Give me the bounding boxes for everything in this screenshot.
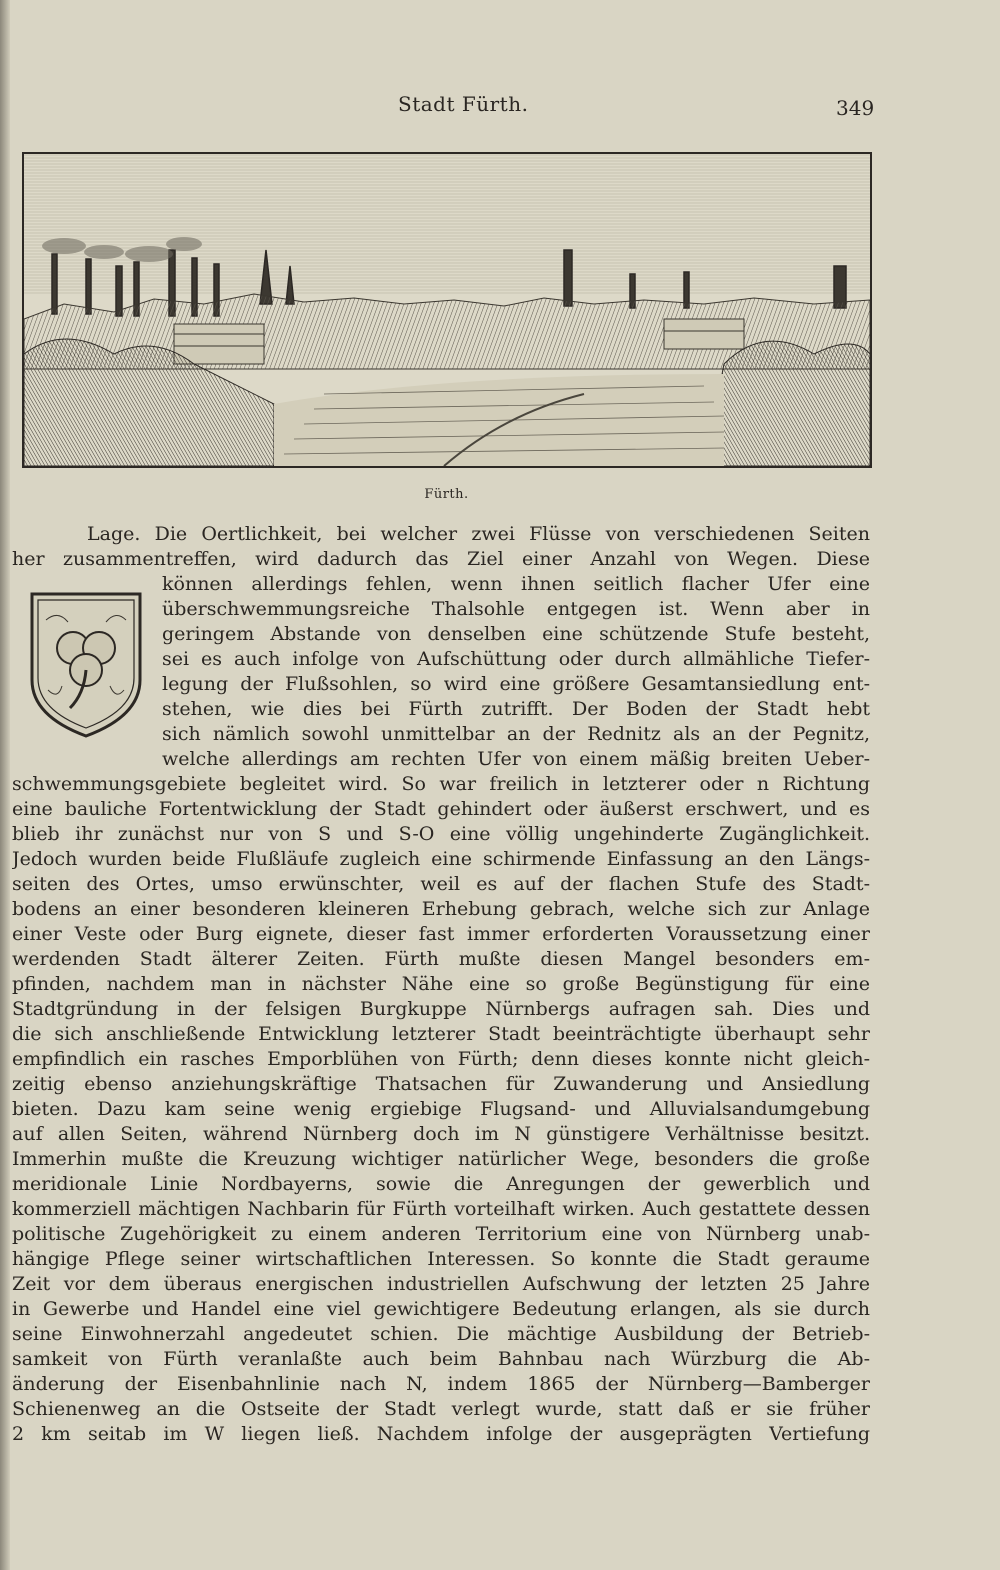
text-line: seine Einwohnerzahl angedeutet schien. Die mächtige Ausbildung der Betrieb- (12, 1323, 870, 1345)
text-line: zeitig ebenso anziehungskräftige Thatsachen für Zuwanderung und Ansiedlung (12, 1073, 870, 1095)
text-line: her zusammentreffen, wird dadurch das Ziel einer Anzahl von Wegen. Diese (12, 548, 870, 570)
text-line: eine bauliche Fortentwicklung der Stadt gehindert oder äußerst erschwert, und es (12, 798, 870, 820)
city-engraving-illustration (22, 152, 872, 468)
text-line: auf allen Seiten, während Nürnberg doch im N günstigere Verhältnisse besitzt. (12, 1123, 870, 1145)
figure-caption: Fürth. (424, 487, 469, 502)
text-line: stehen, wie dies bei Fürth zutrifft. Der Boden der Stadt hebt (162, 698, 870, 720)
page-number: 349 (836, 96, 875, 120)
text-line: legung der Flußsohlen, so wird eine größere Gesamtansiedlung ent- (162, 673, 870, 695)
text-line: überschwemmungsreiche Thalsohle entgegen ist. Wenn aber in (162, 598, 870, 620)
running-title: Stadt Fürth. (398, 92, 529, 116)
text-line: kommerziell mächtigen Nachbarin für Fürth vorteilhaft wirken. Auch gestattete dessen (12, 1198, 870, 1220)
text-line: einer Veste oder Burg eignete, dieser fast immer erforderten Voraussetzung einer (12, 923, 870, 945)
text-line: 2 km seitab im W liegen ließ. Nachdem infolge der ausgeprägten Vertiefung (12, 1423, 870, 1445)
text-line: hängige Pflege seiner wirtschaftlichen Interessen. So konnte die Stadt geraume (12, 1248, 870, 1270)
text-line: bodens an einer besonderen kleineren Erhebung gebrach, welche sich zur Anlage (12, 898, 870, 920)
text-line: Stadtgründung in der felsigen Burgkuppe Nürnbergs aufragen sah. Dies und (12, 998, 870, 1020)
text-line: blieb ihr zunächst nur von S und S-O eine völlig ungehinderte Zugänglichkeit. (12, 823, 870, 845)
text-line: können allerdings fehlen, wenn ihnen seitlich flacher Ufer eine (162, 573, 870, 595)
text-line: sich nämlich sowohl unmittelbar an der Rednitz als an der Pegnitz, (162, 723, 870, 745)
body-text (12, 522, 870, 1447)
text-line: änderung der Eisenbahnlinie nach N, indem 1865 der Nürnberg—Bamberger (12, 1373, 870, 1395)
page-header (0, 92, 1000, 124)
text-line: in Gewerbe und Handel eine viel gewichtigere Bedeutung erlangen, als sie durch (12, 1298, 870, 1320)
text-line: meridionale Linie Nordbayerns, sowie die Anregungen der gewerblich und (12, 1173, 870, 1195)
text-line: schwemmungsgebiete begleitet wird. So war freilich in letzterer oder n Richtung (12, 773, 870, 795)
text-line: die sich anschließende Entwicklung letzterer Stadt beeinträchtigte überhaupt sehr (12, 1023, 870, 1045)
text-line: Lage. Die Oertlichkeit, bei welcher zwei Flüsse von verschiedenen Seiten (87, 523, 870, 545)
engraving-city-panorama-icon (24, 154, 870, 466)
text-line: seiten des Ortes, umso erwünschter, weil es auf der flachen Stufe des Stadt- (12, 873, 870, 895)
text-line: geringem Abstande von denselben eine schützende Stufe besteht, (162, 623, 870, 645)
text-line: pfinden, nachdem man in nächster Nähe eine so große Begünstigung für eine (12, 973, 870, 995)
text-line: Immerhin mußte die Kreuzung wichtiger natürlicher Wege, besonders die große (12, 1148, 870, 1170)
text-line: welche allerdings am rechten Ufer von einem mäßig breiten Ueber- (162, 748, 870, 770)
text-line: politische Zugehörigkeit zu einem anderen Territorium eine von Nürnberg unab- (12, 1223, 870, 1245)
text-line: samkeit von Fürth veranlaßte auch beim Bahnbau nach Würzburg die Ab- (12, 1348, 870, 1370)
text-line: Jedoch wurden beide Flußläufe zugleich eine schirmende Einfassung an den Längs- (12, 848, 870, 870)
text-line: sei es auch infolge von Aufschüttung oder durch allmähliche Tiefer- (162, 648, 870, 670)
text-line: werdenden Stadt älterer Zeiten. Fürth mußte diesen Mangel besonders em- (12, 948, 870, 970)
text-line: empfindlich ein rasches Emporblühen von Fürth; denn dieses konnte nicht gleich- (12, 1048, 870, 1070)
text-line: Schienenweg an die Ostseite der Stadt verlegt wurde, statt daß er sie früher (12, 1398, 870, 1420)
book-spine-edge (0, 0, 10, 1570)
text-line: Zeit vor dem überaus energischen industriellen Aufschwung der letzten 25 Jahre (12, 1273, 870, 1295)
text-line: bieten. Dazu kam seine wenig ergiebige Flugsand- und Alluvialsandumgebung (12, 1098, 870, 1120)
